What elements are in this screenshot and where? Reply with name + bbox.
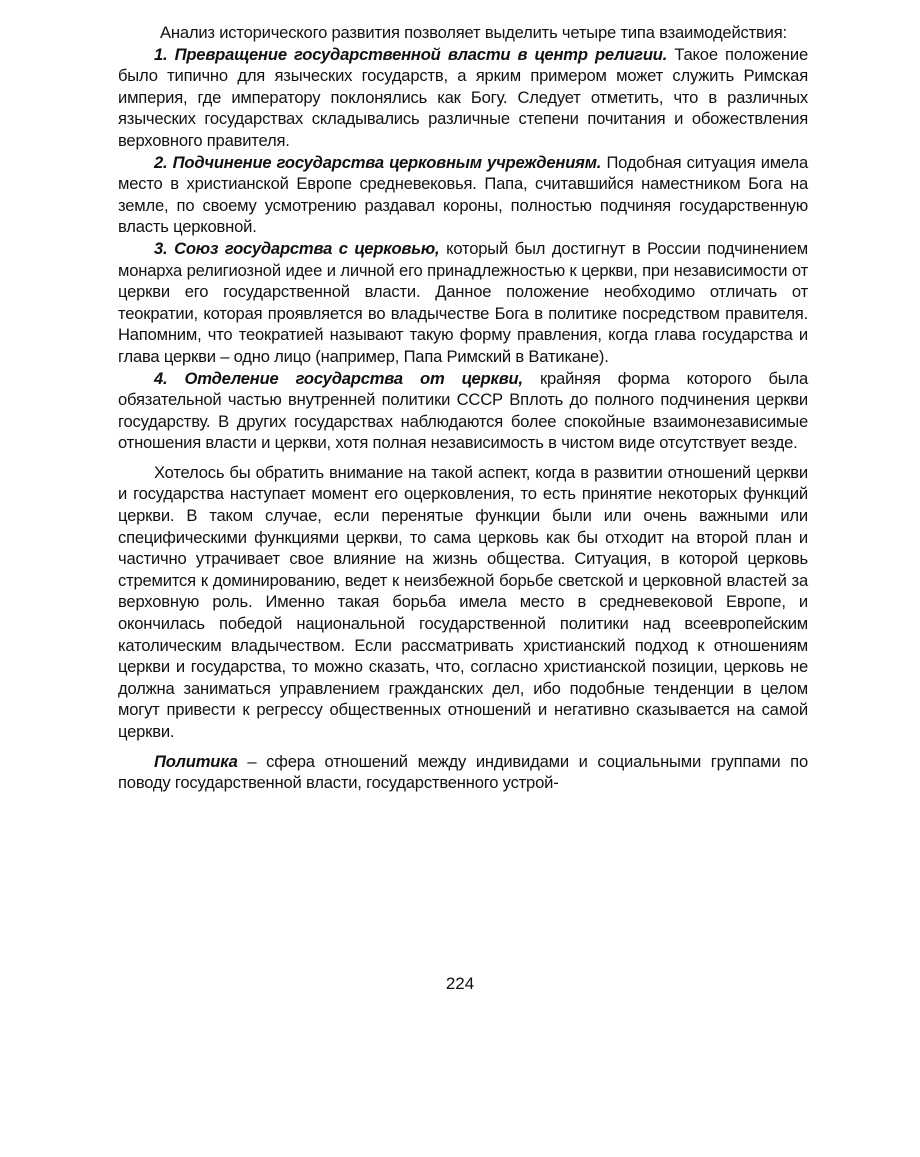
item-3-paragraph: [118, 238, 808, 368]
item-1-paragraph: [118, 44, 808, 152]
intro-paragraph: Анализ исторического развития позволяет выделить четыре типа взаимодействия:: [160, 23, 787, 42]
item-2-text: Подобная ситуация имела место в христианской Европе средневековья. Папа, считавшийся наместником Бога на земле, по своему усмотрению раздавал короны, полностью подчиняя государственную власть церковной.: [118, 152, 808, 237]
definition-text: – сфера отношений между индивидами и социальными группами по поводу государственной власти, государственного устрой-: [118, 751, 808, 793]
page-text: [118, 22, 808, 794]
main-paragraph: Хотелось бы обратить внимание на такой аспект, когда в развитии отношений церкви и государства наступает момент его оцерковления, то есть принятие некоторых функций церкви. В таком случае, если перенятые функции были или очень важными или специфическими функциями церкви, то сама церковь как бы отходит на второй план и частично утрачивает свое влияние на жизнь общества. Ситуация, в которой церковь стремится к доминированию, ведет к неизбежной борьбе светской и церковной властей за верховную роль. Именно такая борьба имела место в средневековой Европе, и окончилась победой национальной государственной политики над всеевропейским католическим владычеством. Если рассматривать христианский подход к отношениям церкви и государства, то можно сказать, что, согласно христианской позиции, церковь не должна заниматься управлением гражданских дел, ибо подобные тенденции в целом могут привести к регрессу общественных отношений и негативно сказывается на самой церкви.: [118, 462, 808, 741]
item-2-paragraph: [118, 152, 808, 238]
item-2-term: 2. Подчинение государства церковным учреждениям.: [154, 152, 602, 172]
item-4-text: крайняя форма которого была обязательной частью внутренней политики СССР Вплоть до полного подчинения церкви государству. В других государствах наблюдаются более спокойные взаимонезависимые отношения власти и церкви, хотя полная независимость в чистом виде отсутствует везде.: [118, 368, 808, 453]
definition-paragraph: [118, 751, 808, 794]
item-1-text: Такое положение было типично для языческих государств, а ярким примером может служить Римская империя, где императору поклонялись как Богу. Следует отметить, что в различных языческих государствах складывались различные степени почитания и обожествления верховного правителя.: [118, 44, 808, 150]
item-4-paragraph: [118, 368, 808, 454]
item-3-term: 3. Союз государства с церковью,: [154, 238, 440, 258]
item-1-term: 1. Превращение государственной власти в центр религии.: [154, 44, 668, 64]
page-number: 224: [445, 974, 475, 993]
definition-term: Политика: [154, 751, 238, 771]
item-4-term: 4. Отделение государства от церкви,: [154, 368, 523, 388]
item-3-text: который был достигнут в России подчинением монарха религиозной идее и личной его принадлежностью к церкви, при независимости от церкви его государственной власти. Данное положение необходимо отличать от теократии, которая проявляется во владычестве Бога в политике посредством правителя. Напомним, что теократией называют такую форму правления, когда глава государства и глава церкви – одно лицо (например, Папа Римский в Ватикане).: [118, 238, 808, 366]
